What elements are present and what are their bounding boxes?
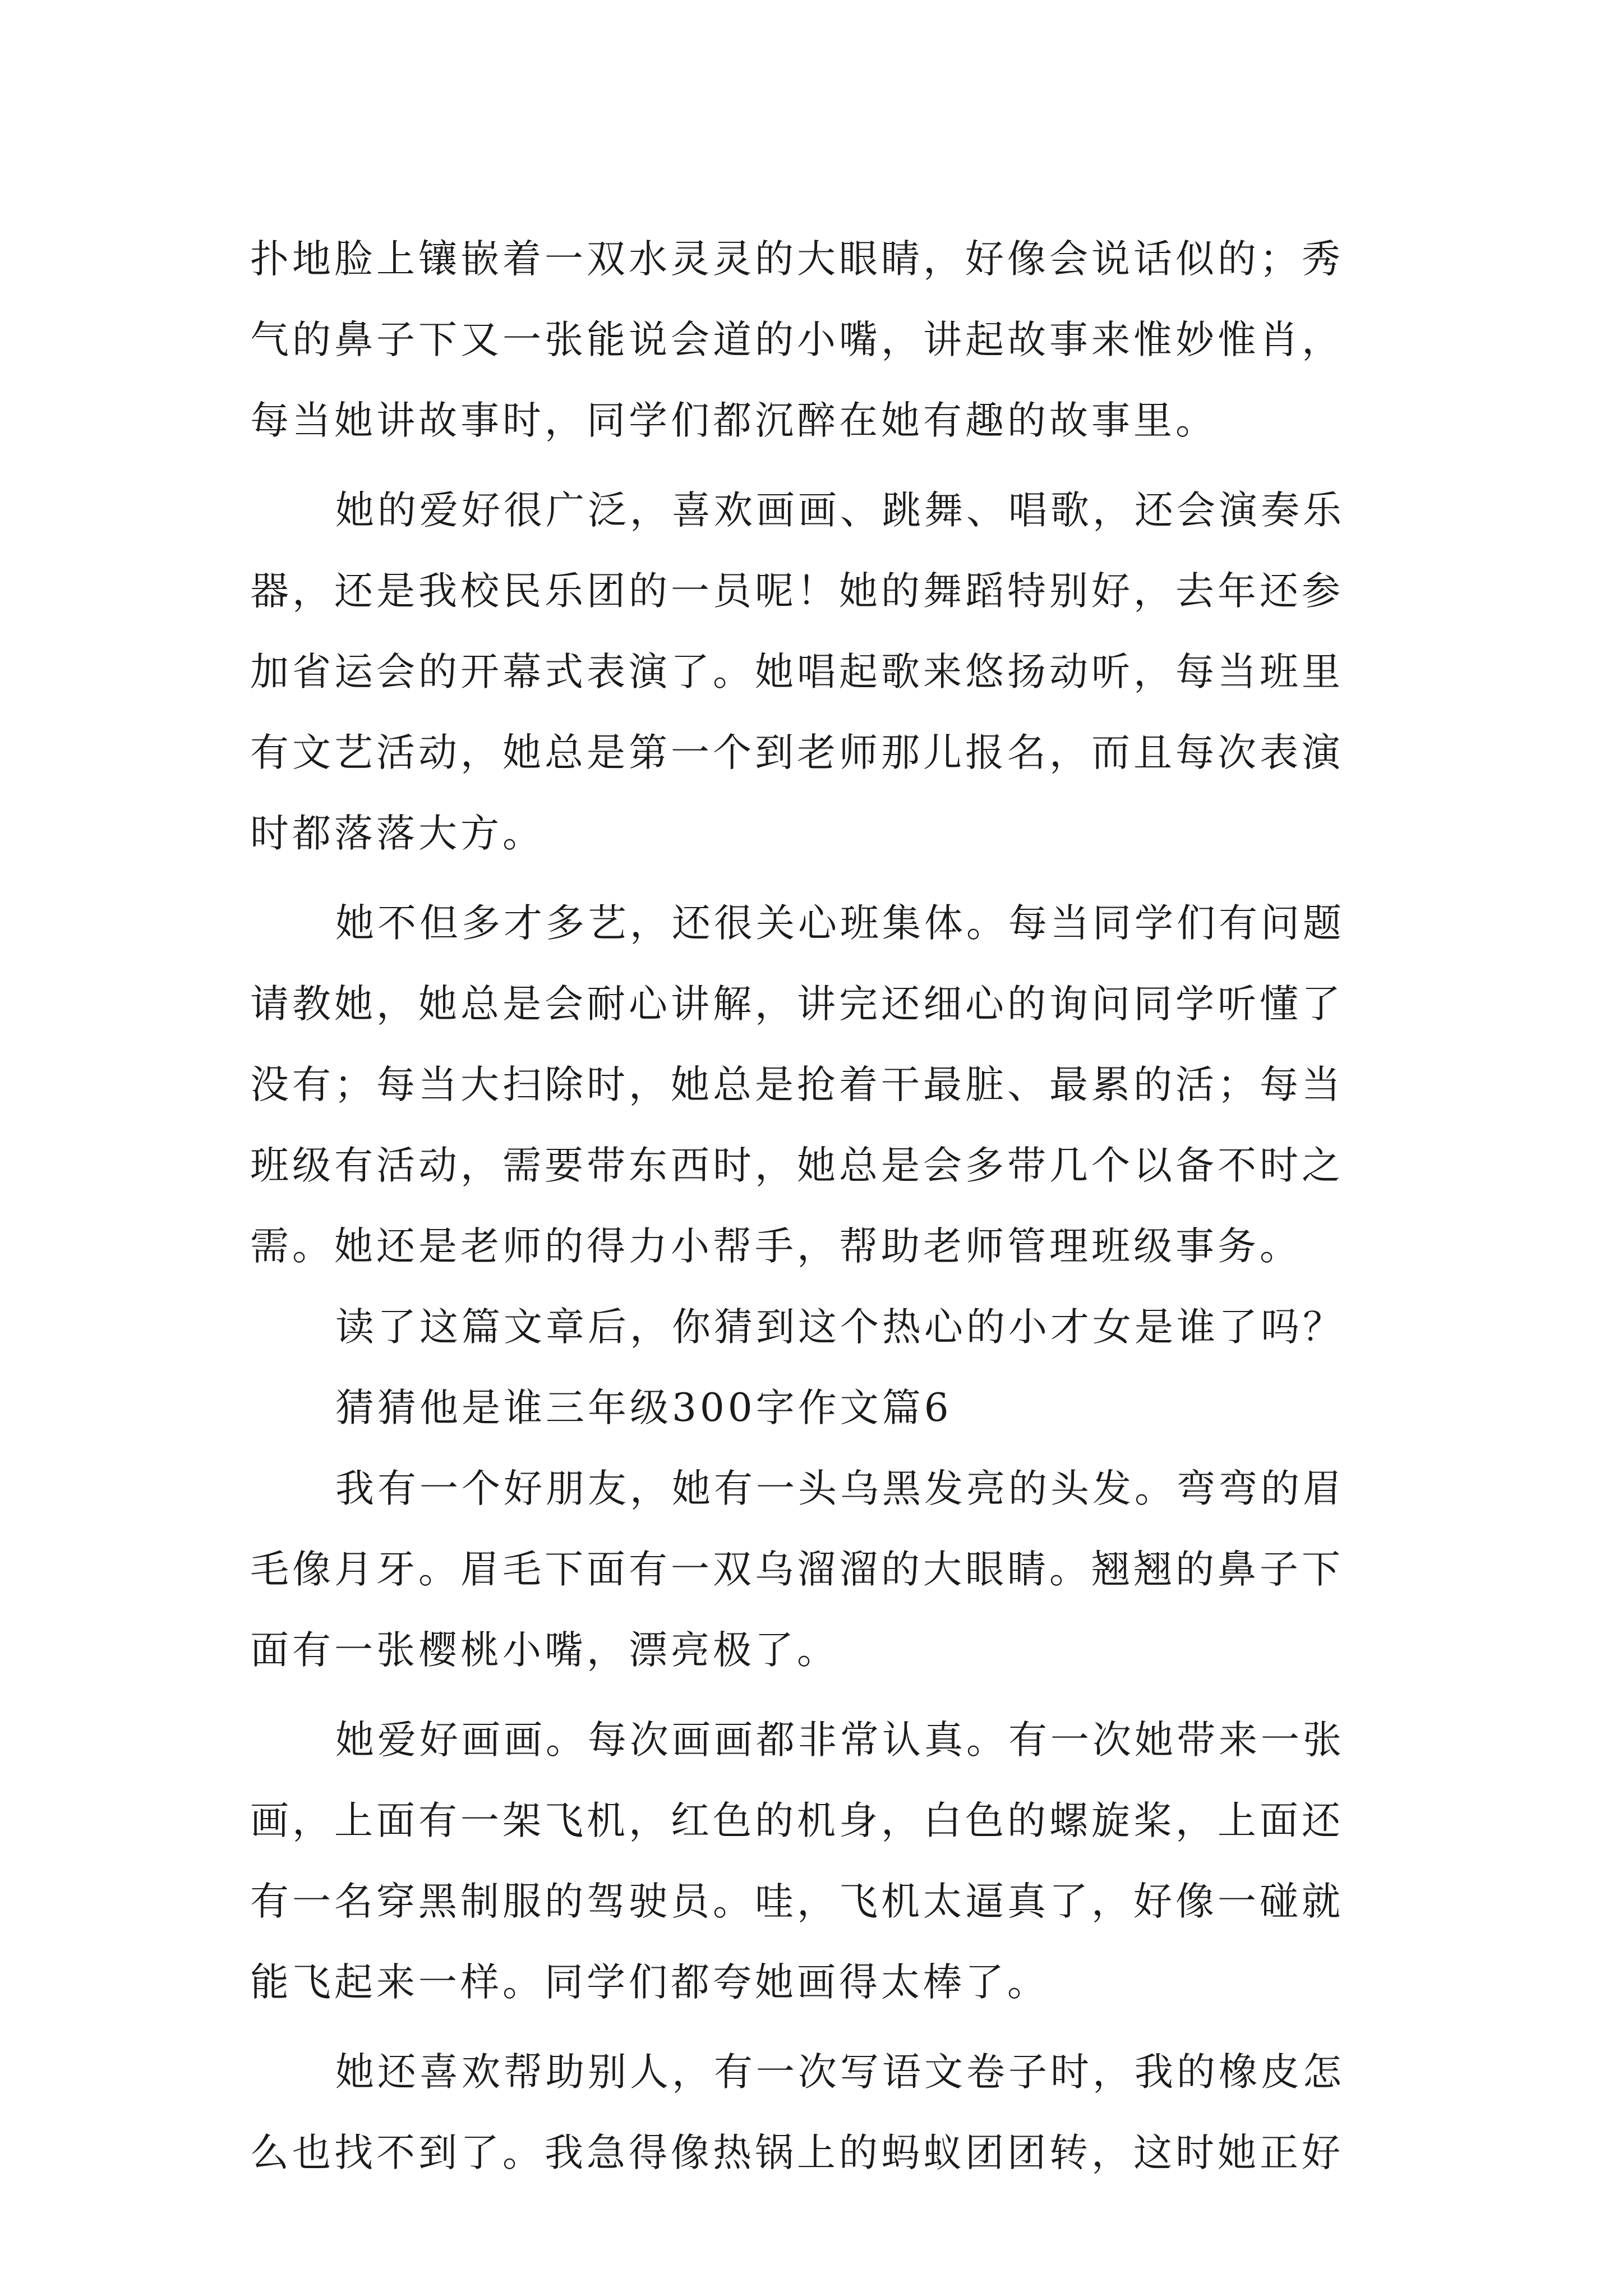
essay-body (250, 219, 1384, 2193)
text-line: 加省运会的开幕式表演了。她唱起歌来悠扬动听，每当班里 (250, 650, 1344, 694)
paragraph-start-line: 她不但多才多艺，还很关心班集体。每当同学们有问题 (335, 901, 1345, 946)
text-line: 能飞起来一样。同学们都夸她画得太棒了。 (250, 1960, 1049, 2005)
text-line: 时都落落大方。 (250, 811, 545, 856)
text-line: 需。她还是老师的得力小帮手，帮助老师管理班级事务。 (250, 1224, 1302, 1269)
text-line: 有一名穿黑制服的驾驶员。哇，飞机太逼真了，好像一碰就 (250, 1879, 1344, 1924)
text-line: 请教她，她总是会耐心讲解，讲完还细心的询问同学听懂了 (250, 982, 1344, 1027)
text-line: 面有一张樱桃小嘴，漂亮极了。 (250, 1628, 839, 1673)
text-line: 每当她讲故事时，同学们都沉醉在她有趣的故事里。 (250, 398, 1218, 443)
text-line: 气的鼻子下又一张能说会道的小嘴，讲起故事来惟妙惟肖， (250, 318, 1344, 362)
text-line: 有文艺活动，她总是第一个到老师那儿报名，而且每次表演 (250, 730, 1344, 775)
text-line: 么也找不到了。我急得像热锅上的蚂蚁团团转，这时她正好 (250, 2131, 1344, 2175)
section-heading: 猜猜他是谁三年级300字作文篇6 (335, 1386, 952, 1430)
paragraph-start-line: 我有一个好朋友，她有一头乌黑发亮的头发。弯弯的眉 (335, 1466, 1345, 1511)
text-line: 班级有活动，需要带东西时，她总是会多带几个以备不时之 (250, 1143, 1344, 1188)
text-line: 毛像月牙。眉毛下面有一双乌溜溜的大眼睛。翘翘的鼻子下 (250, 1547, 1344, 1592)
text-line: 画，上面有一架飞机，红色的机身，白色的螺旋桨，上面还 (250, 1798, 1344, 1843)
text-line: 扑地脸上镶嵌着一双水灵灵的大眼睛，好像会说话似的；秀 (250, 237, 1344, 282)
paragraph-start-line: 她的爱好很广泛，喜欢画画、跳舞、唱歌，还会演奏乐 (335, 488, 1345, 533)
text-line: 没有；每当大扫除时，她总是抢着干最脏、最累的活；每当 (250, 1062, 1344, 1107)
paragraph-start-line: 她爱好画画。每次画画都非常认真。有一次她带来一张 (335, 1718, 1345, 1763)
paragraph-start-line: 读了这篇文章后，你猜到这个热心的小才女是谁了吗？ (335, 1305, 1345, 1350)
text-line: 器，还是我校民乐团的一员呢！她的舞蹈特别好，去年还参 (250, 569, 1344, 614)
paragraph-start-line: 她还喜欢帮助别人，有一次写语文卷子时，我的橡皮怎 (335, 2050, 1345, 2095)
